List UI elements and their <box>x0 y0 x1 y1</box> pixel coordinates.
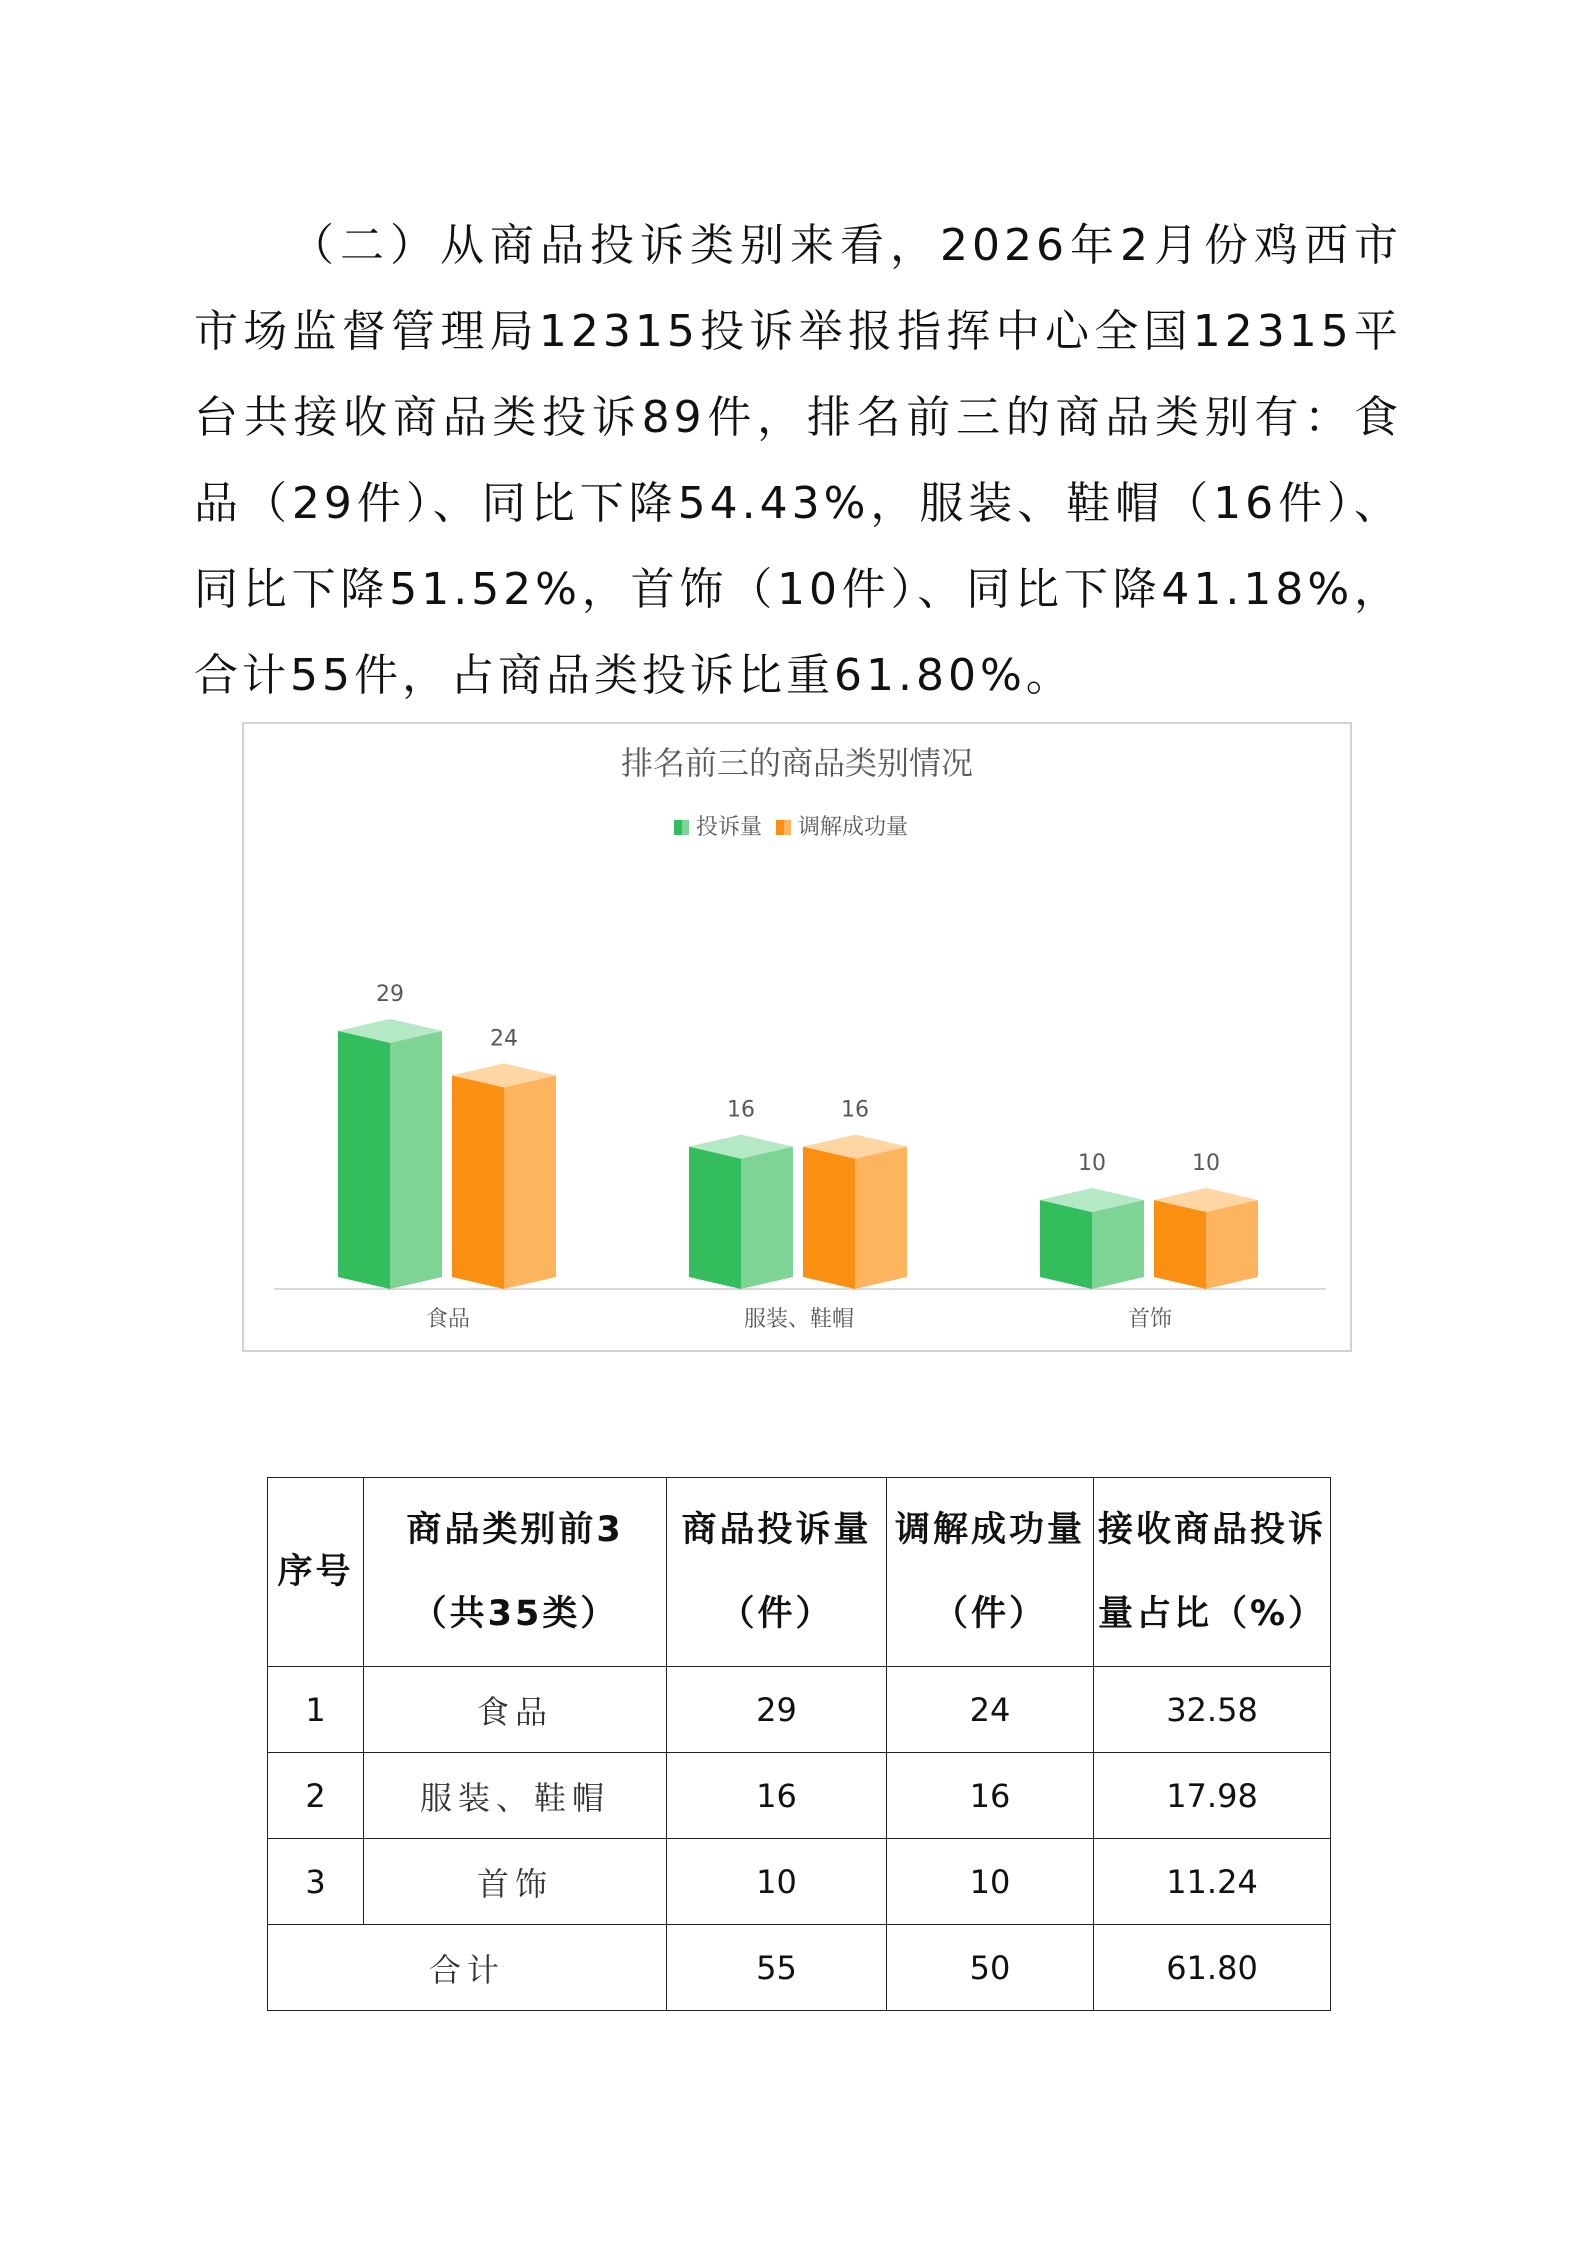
data-label: 29 <box>376 981 404 1007</box>
data-label: 24 <box>490 1026 518 1052</box>
bar-side <box>1206 1200 1258 1289</box>
category-label: 服装、鞋帽 <box>743 1307 855 1332</box>
table-row <box>268 1667 1331 1753</box>
bar-side <box>855 1147 907 1289</box>
bar-side <box>504 1075 556 1289</box>
row-no: 1 <box>268 1667 364 1753</box>
row-category: 服装、鞋帽 <box>364 1753 667 1839</box>
row-category: 首饰 <box>364 1839 667 1925</box>
data-label: 16 <box>841 1097 869 1123</box>
table-row <box>268 1753 1331 1839</box>
bar-side <box>741 1147 793 1289</box>
legend-swatch <box>776 820 784 835</box>
row-mediated: 16 <box>887 1753 1094 1839</box>
row-ratio: 32.58 <box>1094 1667 1331 1753</box>
row-category: 食品 <box>364 1667 667 1753</box>
header-no: 序号 <box>268 1478 364 1667</box>
table-header-row <box>268 1478 1331 1667</box>
bar-chart <box>244 724 1350 1350</box>
legend-swatch <box>674 820 682 835</box>
data-label: 10 <box>1192 1151 1220 1176</box>
row-ratio: 17.98 <box>1094 1753 1331 1839</box>
row-no: 2 <box>268 1753 364 1839</box>
category-label: 食品 <box>425 1307 471 1332</box>
body-paragraph: （二）从商品投诉类别来看，2026年2月份鸡西市市场监督管理局12315投诉举报指挥中心全国12315平台共接收商品类投诉89件，排名前三的商品类别有：食品（29件）、同比下降54.43%，服装、鞋帽（16件）、同比下降51.52%，首饰（10件）、同比下降41.18%，合计55件，占商品类投诉比重61.80%。 <box>194 220 1402 701</box>
header-complaints: 商品投诉量 （件） <box>667 1478 887 1667</box>
total-ratio: 61.80 <box>1094 1925 1331 2011</box>
legend-swatch-side <box>682 820 689 835</box>
data-table <box>267 1477 1331 2011</box>
bar-side <box>1092 1200 1144 1289</box>
legend-label: 调解成功量 <box>798 815 909 840</box>
row-mediated: 24 <box>887 1667 1094 1753</box>
bar-front <box>1154 1200 1206 1289</box>
header-category: 商品类别前3 （共35类） <box>364 1478 667 1667</box>
total-mediated: 50 <box>887 1925 1094 2011</box>
total-complaints: 55 <box>667 1925 887 2011</box>
table-row <box>268 1839 1331 1925</box>
row-complaints: 29 <box>667 1667 887 1753</box>
total-label: 合计 <box>268 1925 667 2011</box>
data-label: 10 <box>1078 1151 1106 1176</box>
table-total-row <box>268 1925 1331 2011</box>
row-complaints: 10 <box>667 1839 887 1925</box>
category-label: 首饰 <box>1127 1307 1173 1332</box>
row-mediated: 10 <box>887 1839 1094 1925</box>
bar-side <box>390 1031 442 1289</box>
bar-front <box>338 1031 390 1289</box>
legend-swatch-side <box>784 820 791 835</box>
chart-title: 排名前三的商品类别情况 <box>620 744 974 782</box>
bar-front <box>689 1147 741 1289</box>
header-ratio: 接收商品投诉 量占比（%） <box>1094 1478 1331 1667</box>
bar-front <box>803 1147 855 1289</box>
header-mediated: 调解成功量 （件） <box>887 1478 1094 1667</box>
bar-front <box>1040 1200 1092 1289</box>
legend-label: 投诉量 <box>696 815 763 840</box>
row-no: 3 <box>268 1839 364 1925</box>
row-ratio: 11.24 <box>1094 1839 1331 1925</box>
row-complaints: 16 <box>667 1753 887 1839</box>
bar-front <box>452 1075 504 1289</box>
chart-container <box>242 722 1352 1352</box>
data-label: 16 <box>727 1097 755 1123</box>
